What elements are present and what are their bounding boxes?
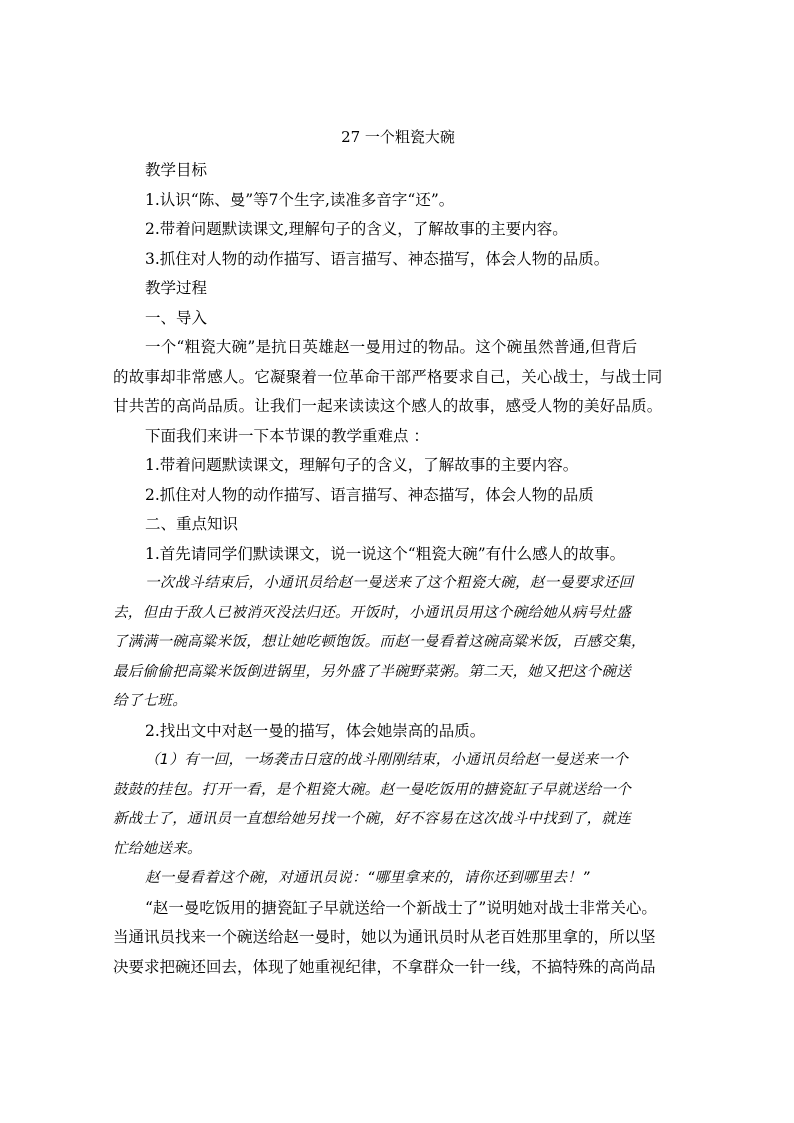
section-heading-process: 教学过程 xyxy=(145,279,208,297)
quote-line: 赵一曼看着这个碗，对通讯员说：“哪里拿来的，请你还到哪里去！” xyxy=(145,870,590,886)
objective-item: 2.带着问题默读课文,理解句子的含义，了解故事的主要内容。 xyxy=(145,220,568,238)
answer-line: 去，但由于敌人已被消灭没法归还。开饭时，小通讯员用这个碗给她从病号灶盛 xyxy=(113,604,631,621)
quote-line: 鼓鼓的挂包。打开一看，是个粗瓷大碗。赵一曼吃饭用的搪瓷缸子早就送给一个 xyxy=(113,781,631,798)
objective-item: 1.认识“陈、曼”等7个生字,读准多音字“还”。 xyxy=(145,190,455,209)
quote-line: 新战士了，通讯员一直想给她另找一个碗，好不容易在这次战斗中找到了，就连 xyxy=(113,811,631,827)
quote-line: 忙给她送来。 xyxy=(113,840,202,857)
answer-line: 了满满一碗高粱米饭，想让她吃顿饱饭。而赵一曼看着这碗高粱米饭，百感交集， xyxy=(113,634,646,650)
answer-line: 一次战斗结束后，小通讯员给赵一曼送来了这个粗瓷大碗，赵一曼要求还回 xyxy=(145,575,634,591)
analysis-line: “赵一曼吃饭用的搪瓷缸子早就送给一个新战士了”说明她对战士非常关心。 xyxy=(145,898,657,917)
question-item: 2.找出文中对赵一曼的描写，体会她崇高的品质。 xyxy=(145,721,486,740)
answer-line: 给了七班。 xyxy=(113,693,187,709)
document-title: 27 一个粗瓷大碗 xyxy=(341,128,455,146)
subsection-heading-intro: 一、导入 xyxy=(145,308,208,327)
quote-line: （1）有一回，一场袭击日寇的战斗刚刚结束，小通讯员给赵一曼送来一个 xyxy=(145,752,629,768)
analysis-line: 当通讯员找来一个碗送给赵一曼时，她以为通讯员时从老百姓那里拿的，所以坚 xyxy=(113,928,656,946)
key-point-item: 1.带着问题默读课文，理解句子的含义，了解故事的主要内容。 xyxy=(145,456,579,474)
subsection-heading-knowledge: 二、重点知识 xyxy=(145,515,239,533)
answer-line: 最后偷偷把高粱米饭倒进锅里，另外盛了半碗野菜粥。第二天，她又把这个碗送 xyxy=(113,663,631,680)
document-body xyxy=(113,128,683,982)
paragraph-line: 的故事却非常感人。它凝聚着一位革命干部严格要求自己，关心战士，与战士同 xyxy=(113,367,663,386)
question-item: 1.首先请同学们默读课文，说一说这个“粗瓷大碗”有什么感人的故事。 xyxy=(145,544,626,563)
section-heading-objectives: 教学目标 xyxy=(145,161,208,179)
analysis-line: 决要求把碗还回去，体现了她重视纪律，不拿群众一针一线，不搞特殊的高尚品 xyxy=(113,957,656,976)
key-point-item: 2.抓住对人物的动作描写、语言描写、神态描写，体会人物的品质 xyxy=(145,485,594,504)
paragraph-line: 甘共苦的高尚品质。让我们一起来读读这个感人的故事，感受人物的美好品质。 xyxy=(113,397,663,415)
objective-item: 3.抓住对人物的动作描写、语言描写、神态描写，体会人物的品质。 xyxy=(145,249,610,268)
paragraph-line: 一个“粗瓷大碗”是抗日英雄赵一曼用过的物品。这个碗虽然普通,但背后 xyxy=(145,338,638,356)
paragraph-line: 下面我们来讲一下本节课的教学重难点 ： xyxy=(145,426,429,445)
